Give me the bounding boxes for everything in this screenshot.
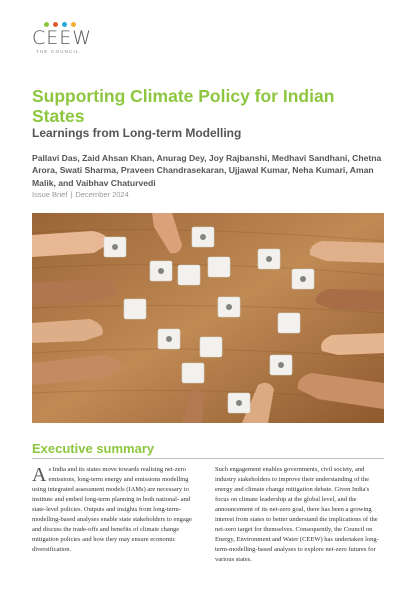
author-list: Pallavi Das, Zaid Ahsan Khan, Anurag Dey, Joy Rajbanshi, Medhavi Sandhani, Chetna Arora, Swati Sharma, Praveen Chandrasekaran, Ujjawal Kumar, Neha Kumari, Aman Malik, and Vaibhav Chaturvedi — [32, 153, 382, 188]
issue-line — [32, 190, 129, 199]
body-text-right: Such engagement enables governments, civil society, and industry stakeholders to improve their understanding of the energy and climate change mitigation debate. Given India's focus on climate leadership at the global level, and the announcement of its net-zero goal, there has been a growing interest from states to better understand the implications of the net-zero target for themselves. Consequently, the Council on Energy, Environment and Water (CEEW) has undertaken long-term-modelling-based analyses to explore net-zero futures for various states. — [215, 466, 379, 563]
logo-name: CEEW — [32, 27, 93, 49]
body-text-left: s India and its states move towards realising net-zero emissions, long-term energy and emissions modelling using integrated assessment models (IAMs) are necessary to institute and embed long-term planning in both national- and state-level policies. Outputs and insights from long-term-modelling-based analyses enable state stakeholders to engage and discuss the trade-offs and benefits of climate change mitigation policies and how they may ensure economic diversification. — [32, 466, 192, 553]
issue-type: Issue Brief — [32, 190, 68, 199]
dropcap: A — [32, 464, 47, 486]
logo-tagline: THE COUNCIL — [36, 49, 80, 54]
ceew-logo — [32, 22, 92, 54]
divider — [32, 458, 384, 459]
puzzle-hands-illustration — [32, 213, 384, 423]
issue-separator: | — [70, 190, 73, 199]
section-heading: Executive summary — [32, 441, 155, 456]
body-column-left — [32, 465, 200, 555]
issue-date: December 2024 — [75, 190, 129, 199]
body-column-right — [215, 465, 383, 565]
document-title: Supporting Climate Policy for Indian States — [32, 86, 335, 126]
cover-photo — [32, 213, 384, 423]
document-subtitle: Learnings from Long-term Modelling — [32, 126, 242, 140]
